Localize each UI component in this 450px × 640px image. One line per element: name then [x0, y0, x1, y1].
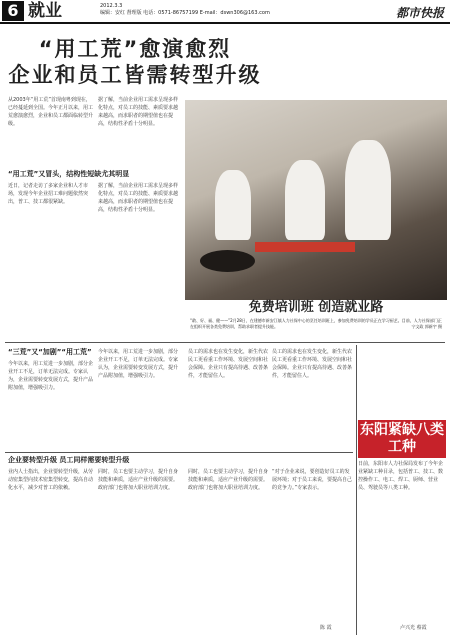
chef-figure [345, 140, 391, 240]
right-mid-paragraph: 员工的需求也在发生变化，新生代农民工更看重工作环境、发展空间和社会保障。企业只有提高待遇、改善条件，才能留住人。 [188, 349, 268, 379]
headline-line-1: “用工荒”愈演愈烈 [38, 37, 232, 61]
subheading-1: “用工荒”又冒头，结构性短缺尤其明显 [8, 170, 130, 178]
masthead [0, 0, 450, 22]
bottom-left-paragraph: 业内人士指出，企业要转型升级，从劳动密集型向技术密集型转变，提高自动化水平，减少对普工的依赖。 [8, 469, 94, 491]
section-name: 就业 [28, 1, 62, 21]
photo-banner [255, 242, 355, 252]
paper-logo: 都市快报 [395, 6, 444, 20]
issue-date: 2012.3.3 [100, 3, 123, 9]
photo-caption [190, 318, 442, 330]
main-headline [0, 36, 270, 88]
section-divider [5, 342, 445, 343]
headline-line-2: 企业和员工皆需转型升级 [8, 63, 262, 87]
sidebar-body: 日前，东阳市人力社保局发布了今年企业紧缺工种目录，包括普工、技工、数控操作工、电工、焊工、厨师、营业员、驾驶员等八类工种。 [358, 461, 444, 491]
column-divider [356, 345, 357, 635]
intro-paragraph: 从2003年“用工荒”首现南粤到现在，已经蔓延到全国。今年正月以来，用工荒愈演愈烈，企业和员工都面临转型升级。 [8, 97, 94, 127]
header-rule [0, 22, 450, 24]
chef-figure [215, 170, 251, 240]
subheading-2: “三荒”又“加剧”“用工荒” [8, 348, 92, 356]
bottom-mid-paragraph-2: 同时，员工也要主动学习，提升自身技能和素质，适应产业升级的需要。政府部门也将加大职业培训力度。 [188, 469, 268, 491]
page-number: 6 [2, 1, 24, 21]
middle-paragraph-2: 今年以来，用工荒进一步加剧，部分企业开工不足，订单无法完成。专家认为，企业需要转变发展方式，提升产品附加值，增强吸引力。 [98, 349, 179, 379]
photo-caption-title: 免费培训班 创造就业路 [248, 300, 384, 315]
sidebar-title: 东阳紧缺八类工种 [358, 420, 446, 458]
chef-figure [285, 160, 325, 240]
col2-paragraph: 据了解，当前企业用工需求呈现多样化特点，对员工的技能、素质要求越来越高，而求职者的期望值也在提高，结构性矛盾十分明显。 [98, 97, 179, 127]
subheading-3: 企业要转型升级 员工同样需要转型升级 [8, 456, 130, 464]
editor-line [100, 3, 300, 17]
bottom-mid-paragraph: 同时，员工也要主动学习，提升自身技能和素质，适应产业升级的需要。政府部门也将加大职业培训力度。 [98, 469, 179, 491]
section-divider [5, 452, 353, 453]
sidebar-credit: 卢兴光 蔡霞 [400, 625, 427, 631]
middle-paragraph: 今年以来，用工荒进一步加剧，部分企业开工不足，订单无法完成。专家认为，企业需要转变发展方式，提升产品附加值，增强吸引力。 [8, 361, 94, 391]
photo-credit: 宁文政 郭新宇 摄 [411, 324, 442, 329]
bottom-right-paragraph: “对于企业来说，要创造好员工的发展环境；对于员工来说，要提高自己的竞争力。”专家表示。 [272, 469, 353, 491]
bottom-credit: 陈 霞 [320, 625, 332, 631]
body-paragraph-1: 近日，记者走访了多家企业和人才市场，发现今年企业招工难问题依然突出，普工、技工都很紧缺。 [8, 183, 89, 205]
editor-info: 编辑：安红 督理版 电话：0571-86757199 E-mail：dswn306@163.com [100, 10, 270, 16]
body-paragraph-2: 据了解，当前企业用工需求呈现多样化特点，对员工的技能、素质要求越来越高，而求职者的期望值也在提高，结构性矛盾十分明显。 [98, 183, 179, 213]
wok [200, 250, 255, 272]
right-mid-paragraph-2: 员工的需求也在发生变化，新生代农民工更看重工作环境、发展空间和社会保障。企业只有提高待遇、改善条件，才能留住人。 [272, 349, 353, 379]
photo-caption-text: “敢、好、福、健——”2月28日，在建德市新安江镇人力社保中心的烹饪培训班上，参加免费培训的学员正在学习厨艺。目前，人力社保部门正在组织开展各类免费培训，帮助求职者提升技能。 [190, 318, 442, 329]
